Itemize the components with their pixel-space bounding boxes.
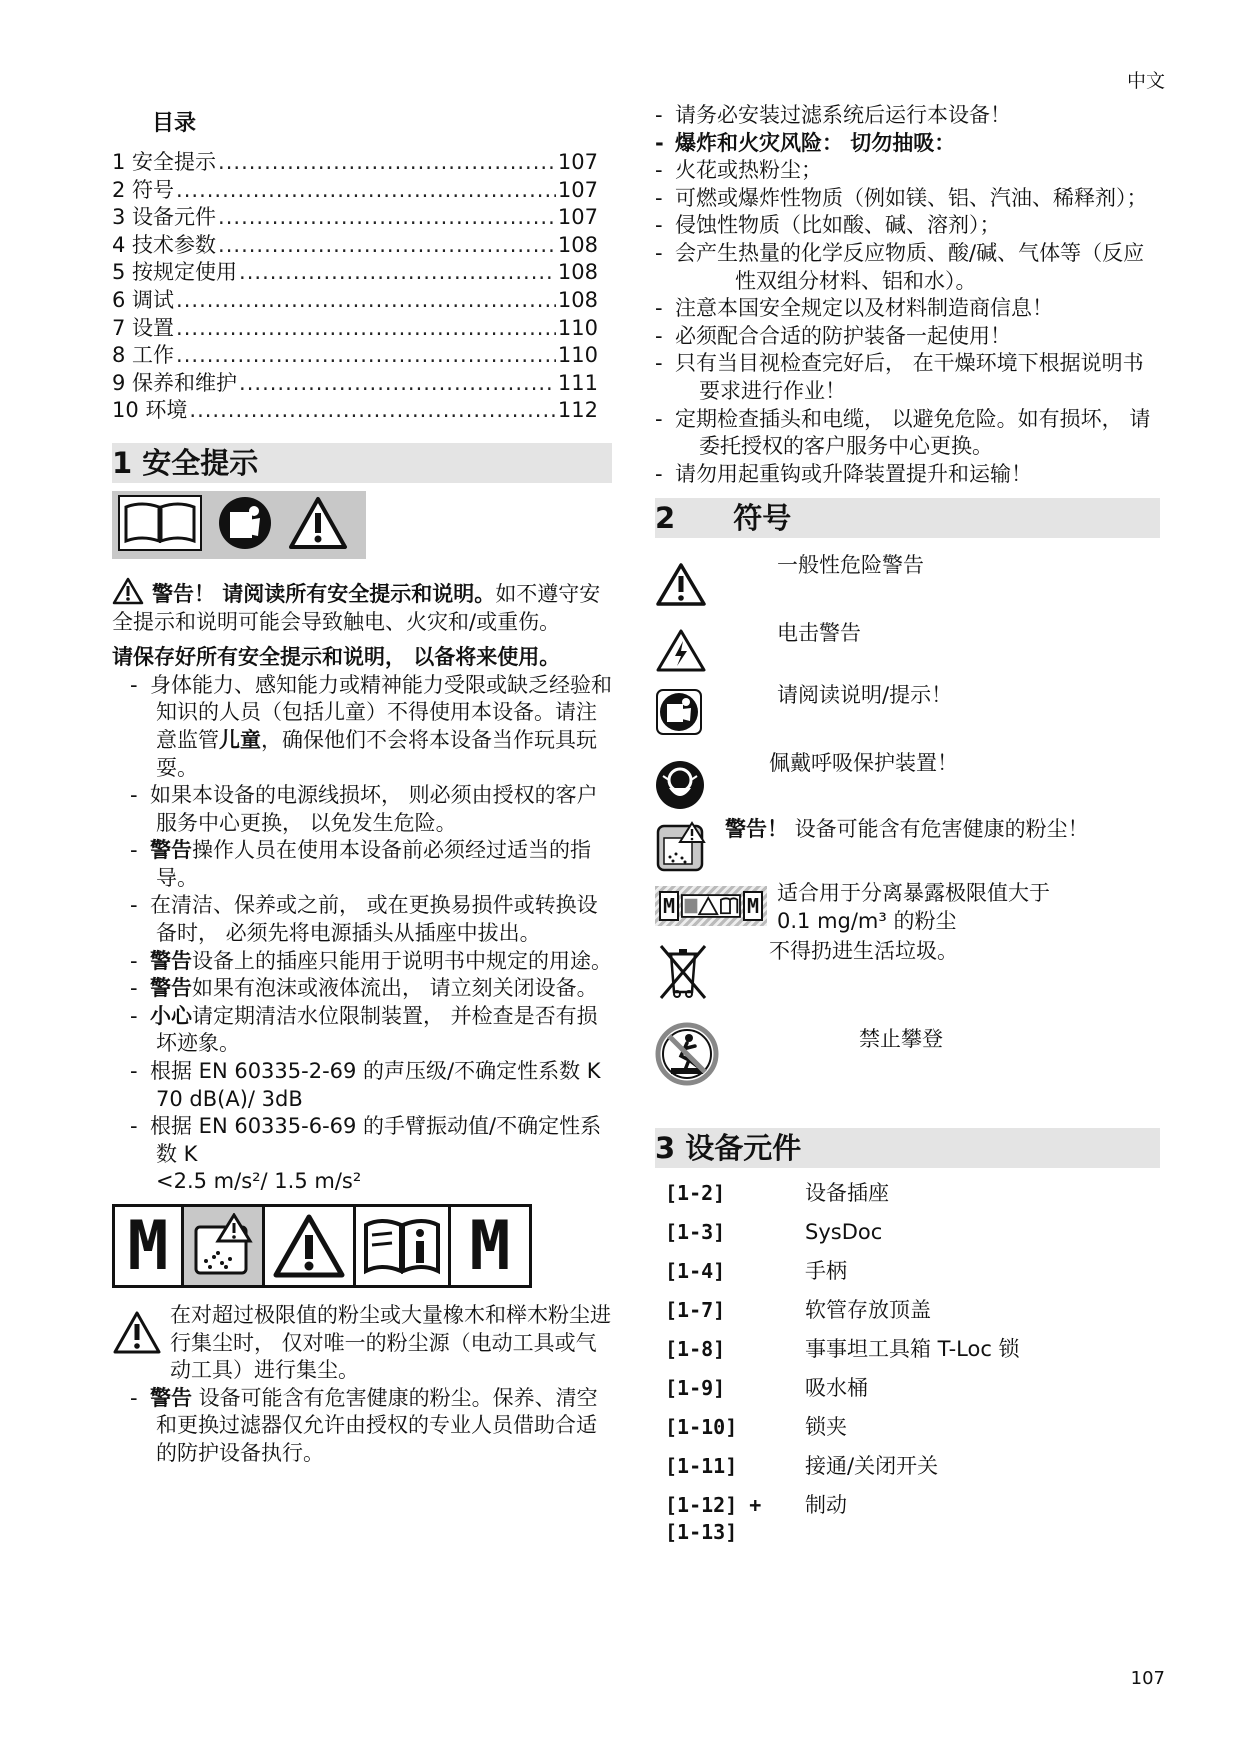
list-item: [1-12] + [1-13] 制动 — [665, 1493, 847, 1545]
dust-class-icon-strip — [112, 1204, 532, 1288]
toc-entry[interactable]: 10 环境 ..... 112 — [112, 397, 598, 425]
section-heading-safety: 1 安全提示 — [112, 443, 612, 483]
symbol-row: M M 适合用于分离暴露极限值大于 0.1 mg/m³ 的粉尘 — [655, 880, 1160, 938]
symbol-row: 请阅读说明/提示！ — [655, 682, 1160, 750]
read-manual-icon — [218, 496, 272, 554]
hazardous-dust-icon — [184, 1207, 265, 1285]
warning-triangle-icon — [265, 1207, 356, 1285]
warning-triangle-icon — [112, 577, 144, 605]
vibration-value: <2.5 m/s²/ 1.5 m/s² — [156, 1169, 362, 1194]
toc-entry[interactable]: 6 调试 ..... 108 — [112, 287, 598, 315]
no-climbing-icon — [655, 1018, 735, 1090]
section-heading-symbols: 2 符号 — [655, 498, 1160, 538]
dust-class-m-icon: M M — [655, 880, 777, 926]
warning-triangle-icon — [288, 496, 348, 554]
list-item: - 如果本设备的电源线损坏， 则必须由授权的客户服务中心更换， 以免发生危险。 — [130, 783, 598, 835]
respirator-icon — [655, 750, 735, 814]
m-class-label: M — [469, 1206, 511, 1286]
toc-entry[interactable]: 5 按规定使用 ..... 108 — [112, 259, 598, 287]
dust-note — [112, 1302, 612, 1385]
symbol-row: 电击警告 — [655, 620, 1160, 682]
symbol-row: 一般性危险警告 — [655, 552, 1160, 620]
left-column — [112, 102, 612, 1468]
electric-shock-icon — [655, 620, 735, 678]
info-manual-icon — [356, 1207, 451, 1285]
list-item: - 警告设备上的插座只能用于说明书中规定的用途。 — [130, 948, 612, 973]
symbol-row: 佩戴呼吸保护装置！ — [655, 750, 1160, 814]
list-item: - 请务必安装过滤系统后运行本设备！ — [655, 103, 1011, 127]
toc-entry[interactable]: 8 工作 ..... 110 — [112, 342, 598, 370]
section-heading-components: 3 设备元件 — [655, 1128, 1160, 1168]
list-item: - 爆炸和火灾风险： 切勿抽吸： — [655, 130, 956, 155]
symbol-row: 不得扔进生活垃圾。 — [655, 938, 1160, 1018]
list-item: - 侵蚀性物质（比如酸、碱、溶剂）； — [655, 213, 1001, 238]
symbol-row: 禁止攀登 — [655, 1018, 1160, 1098]
list-item: - 可燃或爆炸性物质（例如镁、铝、汽油、稀释剂）； — [655, 185, 1148, 210]
list-item: [1-4] 手柄 — [665, 1259, 847, 1284]
list-item: - 必须配合合适的防护装备一起使用！ — [655, 323, 1011, 348]
toc-entry[interactable]: 1 安全提示 ..... 107 — [112, 149, 598, 177]
symbols-list — [655, 552, 1160, 1098]
list-item: - 根据 EN 60335-6-69 的手臂振动值/不确定性系数 K — [130, 1114, 602, 1166]
list-item: - 会产生热量的化学反应物质、酸/碱、气体等（反应性双组分材料、铝和水）。 — [655, 240, 1145, 293]
list-item: [1-9] 吸水桶 — [665, 1376, 868, 1401]
dust-note-text: 在对超过极限值的粉尘或大量橡木和榉木粉尘进行集尘时， 仅对唯一的粉尘源（电动工具或气动工具）进行集尘。 — [170, 1303, 611, 1383]
list-item: - 身体能力、感知能力或精神能力受限或缺乏经验和知识的人员（包括儿童）不得使用本设备。请注意监管儿童，确保他们不会将本设备当作玩具玩耍。 — [130, 672, 612, 780]
list-item: [1-11] 接通/关闭开关 — [665, 1454, 939, 1479]
table-of-contents — [112, 149, 598, 425]
list-item: [1-2] 设备插座 — [665, 1181, 889, 1206]
list-item: - 只有当目视检查完好后， 在干燥环境下根据说明书要求进行作业！ — [655, 351, 1144, 403]
right-column — [655, 102, 1160, 1548]
toc-title: 目录 — [152, 111, 197, 136]
list-item: [1-7] 软管存放顶盖 — [665, 1298, 931, 1323]
components-list — [655, 1180, 1160, 1548]
list-item: - 根据 EN 60335-2-69 的声压级/不确定性系数 K — [130, 1059, 601, 1084]
list-item: [1-10] 锁夹 — [665, 1415, 847, 1440]
list-item: [1-3] SysDoc — [665, 1220, 883, 1245]
toc-entry[interactable]: 9 保养和维护 ..... 111 — [112, 370, 598, 398]
toc-entry[interactable]: 2 符号 ..... 107 — [112, 177, 598, 205]
open-book-icon — [118, 495, 202, 555]
list-item: - 在清洁、保养或之前， 或在更换易损件或转换设备时， 必须先将电源插头从插座中拔出。 — [130, 893, 598, 946]
list-item: - 警告如果有泡沫或液体流出， 请立刻关闭设备。 — [130, 976, 598, 1001]
hazardous-dust-icon — [655, 814, 725, 878]
list-item: - 注意本国安全规定以及材料制造商信息！ — [655, 296, 1053, 321]
page-number: 107 — [1130, 1668, 1165, 1689]
symbol-row: 警告！ 设备可能含有危害健康的粉尘！ — [655, 814, 1160, 880]
general-warning-icon — [655, 552, 735, 612]
warning-triangle-icon — [112, 1310, 162, 1356]
warning-paragraph: 警告！ 请阅读所有安全提示和说明。如不遵守安全提示和说明可能会导致触电、火灾和/或重伤。 — [112, 577, 612, 636]
list-item: - 警告 设备可能含有危害健康的粉尘。保养、清空和更换过滤器仅允许由授权的专业人员借助合适的防护设备执行。 — [130, 1385, 598, 1465]
read-manual-icon — [655, 682, 735, 740]
safety-list — [112, 672, 612, 1196]
toc-entry[interactable]: 4 技术参数 ..... 108 — [112, 232, 598, 260]
safety-icon-strip — [112, 491, 366, 559]
list-item: - 警告操作人员在使用本设备前必须经过适当的指导。 — [130, 838, 591, 890]
toc-entry[interactable]: 3 设备元件 ..... 107 — [112, 204, 598, 232]
no-household-waste-icon — [655, 938, 735, 1006]
toc-entry[interactable]: 7 设置 ..... 110 — [112, 315, 598, 343]
list-item: - 定期检查插头和电缆， 以避免危险。如有损坏， 请委托授权的客户服务中心更换。 — [655, 406, 1151, 459]
list-item: - 火花或热粉尘； — [655, 158, 822, 183]
list-item: - 请勿用起重钩或升降装置提升和运输！ — [655, 461, 1032, 486]
m-class-label: M — [115, 1207, 184, 1285]
sound-value: 70 dB(A)/ 3dB — [156, 1086, 303, 1111]
list-item: - 小心请定期清洁水位限制装置， 并检查是否有损坏迹象。 — [130, 1003, 598, 1056]
list-item: [1-8] 事事坦工具箱 T-Loc 锁 — [665, 1337, 1020, 1362]
language-label: 中文 — [1126, 70, 1165, 92]
keep-instructions-text: 请保存好所有安全提示和说明， 以备将来使用。 — [112, 645, 561, 670]
